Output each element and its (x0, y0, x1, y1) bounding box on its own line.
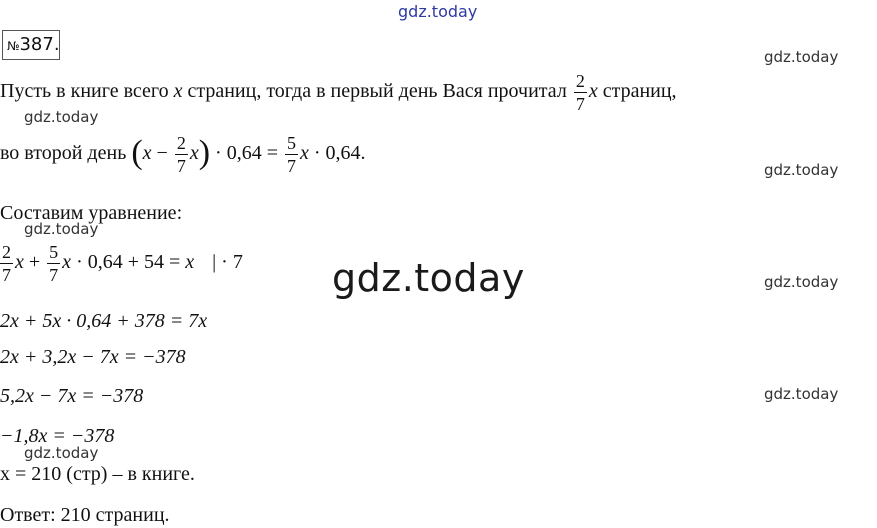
solution-line-7: 5,2x − 7x = −378 (0, 385, 144, 407)
fraction (47, 243, 60, 284)
fraction (0, 243, 13, 284)
solution-line-8: −1,8x = −378 (0, 425, 115, 447)
variable: x (15, 251, 24, 274)
watermark-large: gdz.today (332, 256, 525, 300)
number-sign: № (7, 39, 20, 53)
solution-line-1 (0, 72, 677, 113)
operator: + (23, 251, 46, 274)
watermark: gdz.today (764, 385, 839, 403)
solution-line-6: 2x + 3,2x − 7x = −378 (0, 346, 186, 368)
solution-line-4 (0, 243, 243, 284)
variable: x (185, 251, 195, 274)
watermark-top: gdz.today (398, 2, 478, 21)
text: страниц, (597, 80, 677, 103)
text: · 0,64 = (210, 142, 283, 165)
numerator: 5 (49, 242, 59, 262)
variable: x (189, 142, 199, 165)
numerator: 5 (286, 133, 296, 153)
fraction (574, 72, 587, 113)
watermark: gdz.today (24, 108, 99, 126)
problem-number (2, 30, 60, 60)
numerator: 2 (176, 133, 186, 153)
variable: x (299, 142, 309, 165)
variable: x (62, 251, 72, 274)
text: во второй день (0, 142, 132, 165)
denominator: 7 (176, 156, 186, 176)
watermark: gdz.today (24, 444, 99, 462)
variable: x (173, 80, 183, 103)
text: · 0,64. (308, 142, 366, 165)
watermark: gdz.today (764, 161, 839, 179)
answer-line: Ответ: 210 страниц. (0, 504, 170, 526)
paren-open: ( (131, 133, 143, 171)
solution-line-5: 2x + 5x · 0,64 + 378 = 7x (0, 310, 208, 332)
solution-line-3: Составим уравнение: (0, 202, 183, 224)
denominator: 7 (286, 156, 296, 176)
fraction (175, 134, 188, 175)
variable: x (142, 142, 152, 165)
denominator: 7 (2, 265, 11, 285)
watermark: gdz.today (24, 220, 99, 238)
solution-line-2 (0, 134, 366, 175)
text: страниц, тогда в первый день Вася прочитал (182, 80, 572, 103)
text: · 0,64 + 54 = (71, 251, 186, 274)
denominator: 7 (49, 265, 59, 285)
fraction (285, 134, 298, 175)
paren-close: ) (198, 133, 211, 171)
operator: − (151, 142, 173, 165)
text: Пусть в книге всего (0, 80, 174, 103)
variable: x (588, 80, 598, 103)
solution-line-9: x = 210 (стр) – в книге. (0, 463, 195, 485)
numerator: 2 (2, 242, 11, 262)
watermark: gdz.today (764, 48, 839, 66)
denominator: 7 (575, 94, 585, 114)
numerator: 2 (575, 71, 585, 91)
watermark: gdz.today (764, 273, 839, 291)
multiplier-note: | · 7 (212, 251, 243, 274)
number-value: 387. (19, 34, 60, 55)
